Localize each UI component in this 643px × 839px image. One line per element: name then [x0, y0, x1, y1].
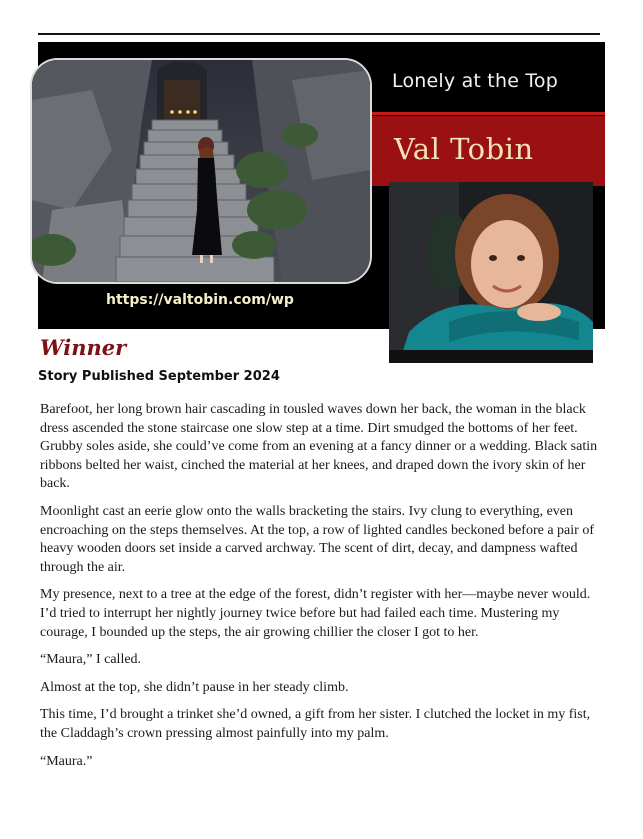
publication-date-heading: Story Published September 2024 [38, 369, 280, 384]
author-website-url[interactable]: https://valtobin.com/wp [106, 292, 294, 308]
woman-on-stone-stairs-image [32, 60, 370, 282]
author-portrait [389, 182, 593, 363]
story-text [40, 401, 600, 780]
author-name: Val Tobin [394, 132, 534, 166]
story-scene-image [30, 58, 372, 284]
top-rule [38, 33, 600, 35]
story-paragraph: Barefoot, her long brown hair cascading in tousled waves down her back, the woman in the black dress ascended the stone staircase one slow step at a time. Dirt smudged the bottoms of her feet. Grubby soles aside, she could’ve come from an evening at a fancy dinner or a wedding. Black satin ribbons belted her waist, cinched the material at her knees, and draped down the ivory skin of her back. [40, 402, 598, 492]
story-paragraph: My presence, next to a tree at the edge of the forest, didn’t register with her—maybe never would. I’d tried to interrupt her nightly journey twice before but had failed each time. Mustering my courage, I bounded up the steps, the air growing chillier the closer I got to her. [40, 587, 591, 640]
story-paragraph: Almost at the top, she didn’t pause in her steady climb. [40, 679, 349, 695]
story-paragraph: “Maura.” [40, 753, 93, 769]
author-portrait-image [389, 182, 593, 363]
red-accent-line [366, 112, 605, 115]
story-paragraph: Moonlight cast an eerie glow onto the walls bracketing the stairs. Ivy clung to everything, even encroaching on the steps themselves. At the top, a row of lighted candles beckoned before a pair of heavy wooden doors set inside a carved archway. The scent of dirt, decay, and dampness wafted through the air. [40, 503, 594, 575]
story-paragraph: This time, I’d brought a trinket she’d owned, a gift from her sister. I clutched the locket in my fist, the Claddagh’s crown pressing almost painfully into my palm. [40, 707, 591, 741]
winner-badge: Winner [40, 335, 127, 360]
story-paragraph: “Maura,” I called. [40, 652, 142, 668]
story-title: Lonely at the Top [392, 70, 558, 92]
